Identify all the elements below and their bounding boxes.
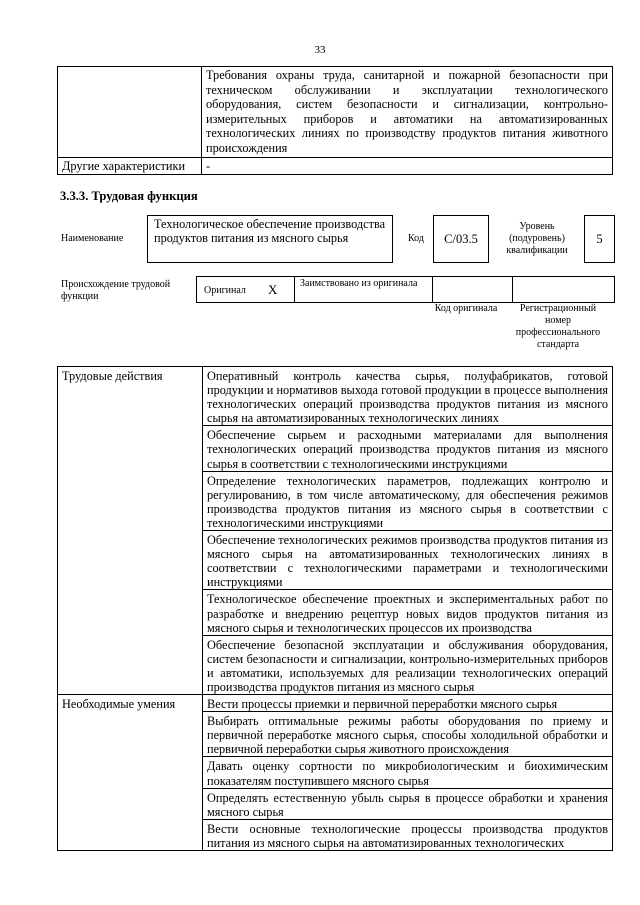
reg-number-label: Регистрационный номер профессионального стандарта xyxy=(515,303,601,350)
empty-cell xyxy=(58,67,202,158)
origin-row xyxy=(196,276,615,303)
code-box xyxy=(433,215,489,263)
labor-actions-row xyxy=(58,367,613,426)
code-value: С/03.5 xyxy=(444,232,478,246)
labor-actions-item: Технологическое обеспечение проектных и экспериментальных работ по разработке и внедрению рецептур новых видов продуктов питания из мясного сырья и технологических процессов их производства xyxy=(203,590,613,635)
other-characteristics-label: Другие характеристики xyxy=(58,157,202,175)
top-table xyxy=(57,66,613,175)
page-number: 33 xyxy=(314,44,326,56)
labor-actions-label: Трудовые действия xyxy=(58,367,203,695)
level-value: 5 xyxy=(596,232,603,246)
required-skills-label: Необходимые умения xyxy=(58,695,203,851)
required-skills-item: Вести процессы приемки и первичной переработки мясного сырья xyxy=(203,695,613,712)
name-value: Технологическое обеспечение производства продуктов питания из мясного сырья xyxy=(154,217,386,245)
labor-actions-item: Оперативный контроль качества сырья, полуфабрикатов, готовой продукции и нормативов выхода готовой продукции в процессе выполнения технологических операций производства продуктов питания из мясного сырья на автоматизированных технологических линиях xyxy=(203,367,613,426)
required-skills-item: Давать оценку сортности по микробиологическим и биохимическим показателям поступившего мясного сырья xyxy=(203,757,613,788)
required-skills-item: Выбирать оптимальные режимы работы оборудования по приему и первичной переработке мясного сырья, способы холодильной обработки и первичной переработки сырья животного происхождения xyxy=(203,712,613,757)
level-label: Уровень (подуровень) квалификации xyxy=(506,221,568,256)
name-box xyxy=(147,215,393,263)
name-label: Наименование xyxy=(61,233,124,244)
original-label: Оригинал xyxy=(204,285,246,296)
original-mark: X xyxy=(268,282,278,297)
labor-actions-item: Определение технологических параметров, подлежащих контролю и регулированию, в том числе автоматическому, для обеспечения режимов производства продуктов питания из мясного сырья в соответствии с технологическими инструкциями xyxy=(203,471,613,530)
duties-table xyxy=(57,366,613,851)
code-original-label: Код оригинала xyxy=(434,303,498,314)
level-box xyxy=(584,215,615,263)
labor-actions-item: Обеспечение технологических режимов производства продуктов питания из мясного сырья на автоматизированных технологических линиях в соответствии с технологическими параметрами и технологическими инструкциями xyxy=(203,531,613,590)
other-characteristics-value: - xyxy=(202,157,613,175)
divider xyxy=(512,277,513,302)
labor-actions-item: Обеспечение безопасной эксплуатации и обслуживания оборудования, систем безопасности и сигнализации, контрольно-измерительных приборов и автоматики, используемых для реализации технологических операций производства продуктов питания из мясного сырья xyxy=(203,635,613,694)
required-skills-row xyxy=(58,695,613,712)
code-label: Код xyxy=(408,233,424,244)
origin-label: Происхождение трудовой функции xyxy=(61,279,171,302)
required-skills-item: Определять естественную убыль сырья в процессе обработки и хранения мясного сырья xyxy=(203,788,613,819)
requirements-text: Требования охраны труда, санитарной и пожарной безопасности при техническом обслуживании и эксплуатации технологического оборудования, систем безопасности и сигнализации, контрольно-измерительных приборов и автоматики на автоматизированных технологических линиях по производству продуктов питания животного происхождения xyxy=(202,67,613,158)
labor-actions-item: Обеспечение сырьем и расходными материалами для выполнения технологических операций производства продуктов питания из мясного сырья в соответствии с технологическими инструкциями xyxy=(203,426,613,471)
divider xyxy=(294,277,295,302)
borrowed-label: Заимствовано из оригинала xyxy=(300,278,418,289)
required-skills-item: Вести основные технологические процессы производства продуктов питания из мясного сырья на автоматизированных технологических xyxy=(203,819,613,850)
divider xyxy=(432,277,433,302)
section-heading: 3.3.3. Трудовая функция xyxy=(60,189,198,203)
